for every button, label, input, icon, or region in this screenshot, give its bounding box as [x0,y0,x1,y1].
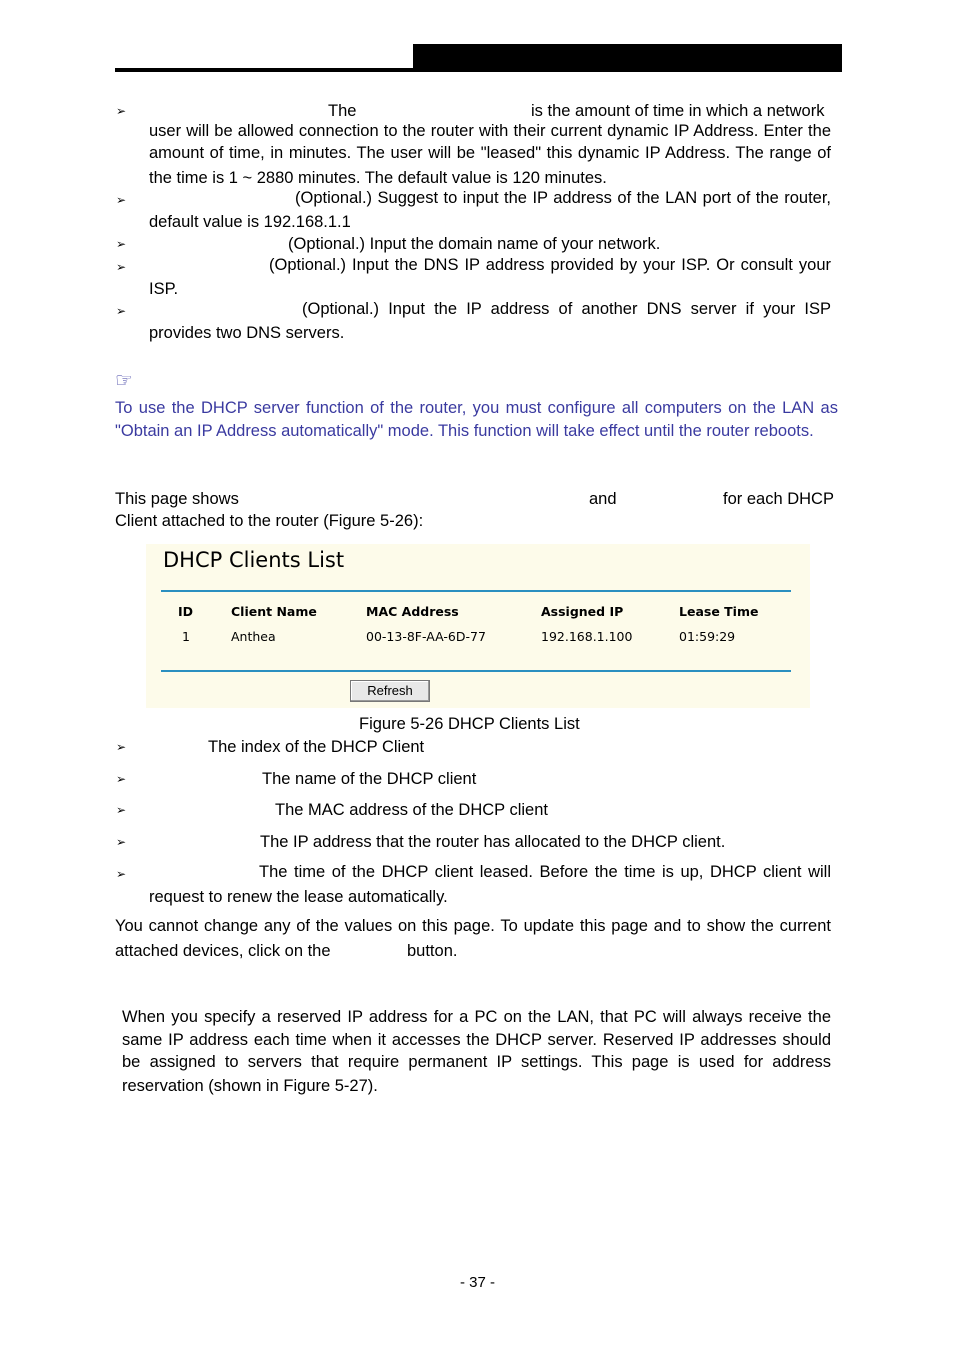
col-header-lease-time: Lease Time [679,604,759,619]
table-cell-client-name: Anthea [231,629,276,644]
field-client-name-text: The name of the DHCP client [262,770,477,788]
primary-dns-text-1: (Optional.) Input the DNS IP address provided by your ISP. Or consult your [269,256,831,274]
field-assigned-ip-text: The IP address that the router has allocated to the DHCP client. [260,833,726,851]
note-text-1: To use the DHCP server function of the router, you must configure all computers on the LAN as [115,399,838,417]
figure-title: DHCP Clients List [163,548,345,572]
intro-text-2: Client attached to the router (Figure 5-26): [115,512,424,530]
bullet-icon: ➢ [116,304,127,318]
note-hand-icon: ☞ [115,368,133,392]
bullet-icon: ➢ [116,740,127,754]
bullet-icon: ➢ [116,803,127,817]
col-header-id: ID [178,604,194,619]
intro-text-b: and [589,490,617,508]
refresh-button[interactable]: Refresh [350,680,430,702]
table-cell-id: 1 [182,629,190,644]
header-bar [413,44,842,72]
primary-dns-text-2: ISP. [149,280,179,298]
figure-caption: Figure 5-26 DHCP Clients List [359,715,580,733]
dhcp-clients-figure [146,544,810,708]
bullet-icon: ➢ [116,835,127,849]
field-mac-text: The MAC address of the DHCP client [275,801,548,819]
update-text-2a: attached devices, click on the [115,942,331,960]
bullet-icon: ➢ [116,772,127,786]
intro-text-c: for each DHCP [723,490,834,508]
figure-bottom-rule [161,670,791,672]
reservation-text-1: When you specify a reserved IP address for a PC on the LAN, that PC will always receive the [122,1008,831,1026]
bullet-icon: ➢ [116,237,127,251]
bullet-icon: ➢ [116,867,127,881]
table-cell-assigned-ip: 192.168.1.100 [541,629,633,644]
domain-text: (Optional.) Input the domain name of your network. [288,235,661,253]
col-header-assigned-ip: Assigned IP [541,604,624,619]
header-rule [115,68,413,72]
col-header-client-name: Client Name [231,604,317,619]
lease-text-a: The [328,102,357,120]
bullet-icon: ➢ [116,193,127,207]
bullet-icon: ➢ [116,260,127,274]
note-text-2: "Obtain an IP Address automatically" mode. This function will take effect until the router reboots. [115,422,814,440]
gateway-text-1: (Optional.) Suggest to input the IP address of the LAN port of the router, [295,189,831,207]
table-cell-mac: 00-13-8F-AA-6D-77 [366,629,486,644]
field-lease-time-text-1: The time of the DHCP client leased. Before the time is up, DHCP client will [259,863,831,881]
page-number: - 37 - [460,1274,496,1291]
col-header-mac: MAC Address [366,604,459,619]
secondary-dns-text-1: (Optional.) Input the IP address of another DNS server if your ISP [302,300,831,318]
figure-top-rule [161,590,791,592]
reservation-text-3: be assigned to servers that require permanent IP settings. This page is used for address [122,1053,831,1071]
update-text-1: You cannot change any of the values on this page. To update this page and to show the current [115,917,831,935]
reservation-text-2: same IP address each time when it accesses the DHCP server. Reserved IP addresses should [122,1031,831,1049]
update-text-2b: button. [407,942,458,960]
lease-text-3: amount of time, in minutes. The user will be "leased" this dynamic IP Address. The range of [149,144,831,162]
reservation-text-4: reservation (shown in Figure 5-27). [122,1077,378,1095]
lease-text-b: is the amount of time in which a network [531,102,825,120]
lease-text-2: user will be allowed connection to the router with their current dynamic IP Address. Enter the [149,122,831,140]
intro-text-a: This page shows [115,490,239,508]
field-id-text: The index of the DHCP Client [208,738,425,756]
lease-text-4: the time is 1 ~ 2880 minutes. The default value is 120 minutes. [149,169,607,187]
field-lease-time-text-2: request to renew the lease automatically. [149,888,448,906]
table-cell-lease-time: 01:59:29 [679,629,736,644]
bullet-icon: ➢ [116,104,127,118]
secondary-dns-text-2: provides two DNS servers. [149,324,345,342]
gateway-text-2: default value is 192.168.1.1 [149,213,351,231]
